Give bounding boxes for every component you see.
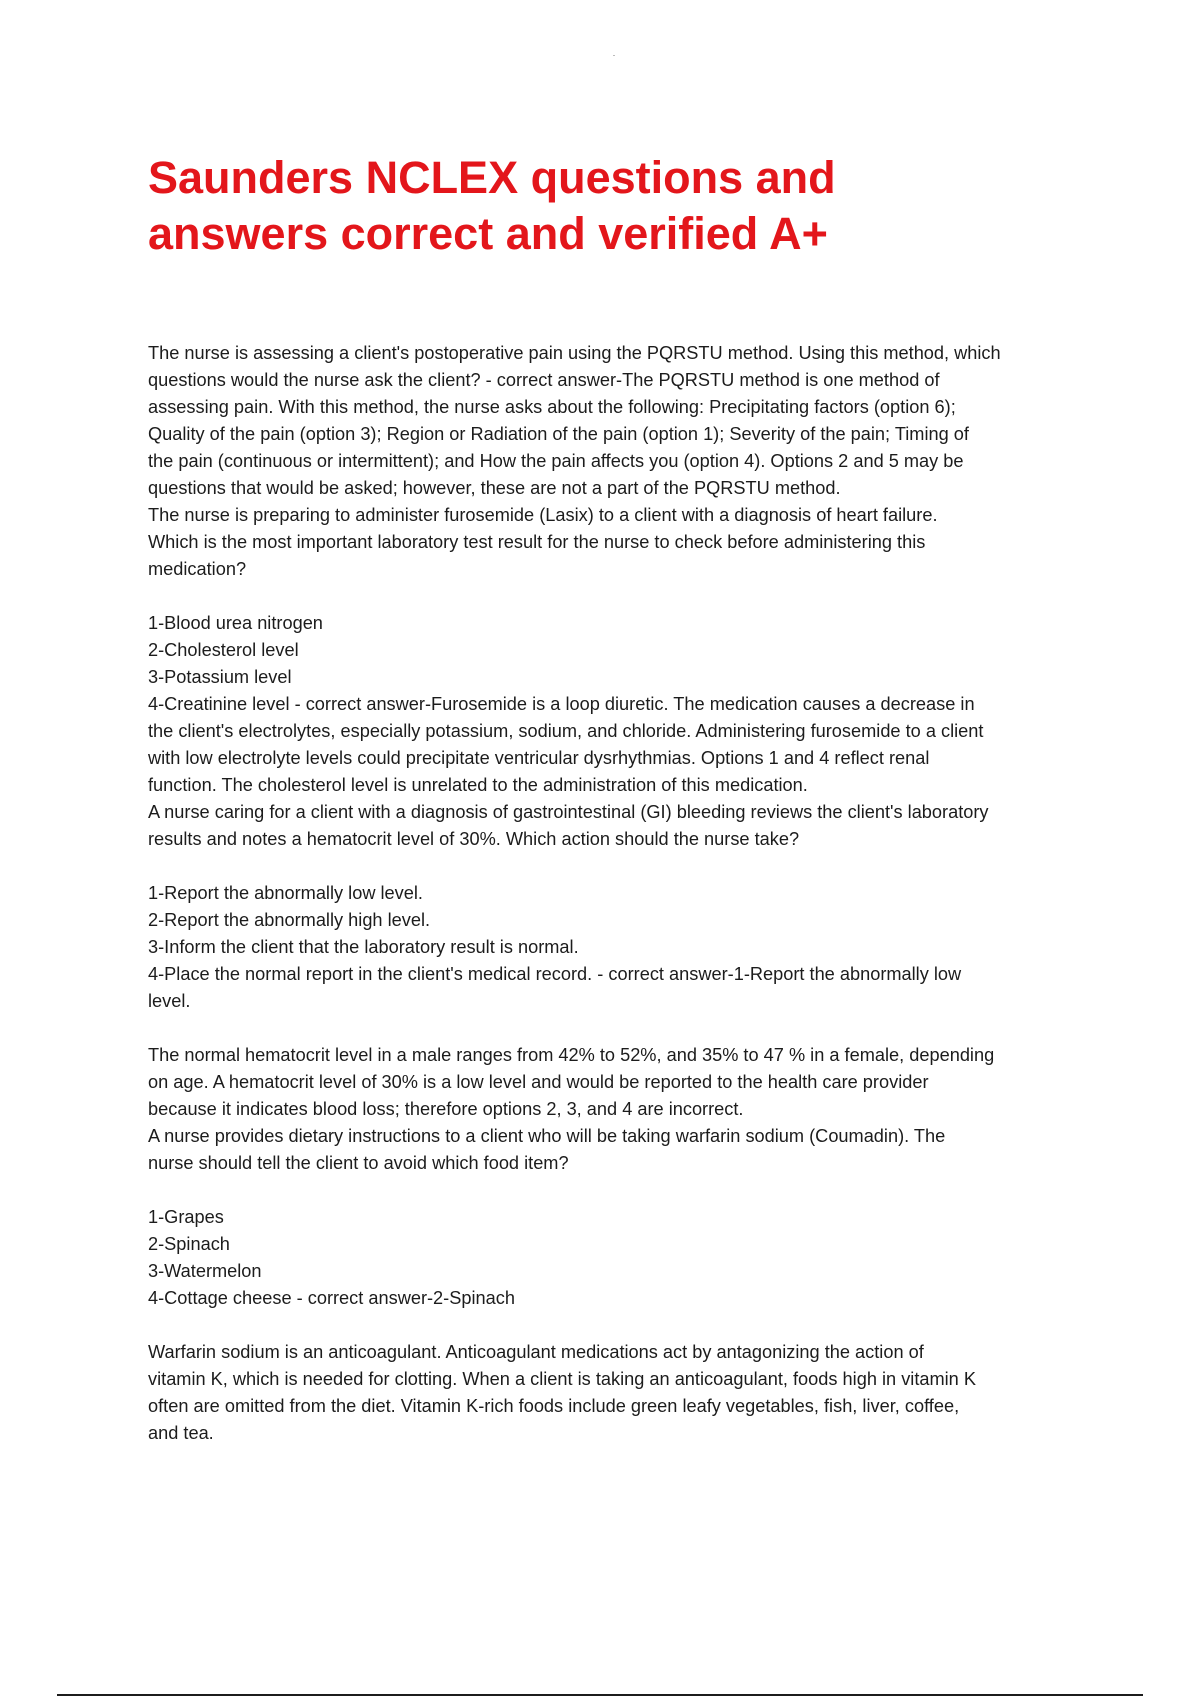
title-line-2: answers correct and verified A+: [148, 208, 828, 259]
q2-option-2: 2-Cholesterol level: [148, 640, 299, 660]
q2-option-4-line-1: 4-Creatinine level - correct answer-Furosemide is a loop diuretic. The medication causes a decrease in: [148, 694, 975, 714]
q2-option-4-line-2: the client's electrolytes, especially potassium, sodium, and chloride. Administering furosemide to a client: [148, 721, 984, 741]
q3-explanation-line-1: The normal hematocrit level in a male ranges from 42% to 52%, and 35% to 47 % in a female, depending: [148, 1045, 995, 1065]
q2-option-1: 1-Blood urea nitrogen: [148, 613, 323, 633]
q3-line-1: A nurse caring for a client with a diagnosis of gastrointestinal (GI) bleeding reviews the client's laboratory: [148, 802, 989, 822]
q4-line-1: A nurse provides dietary instructions to a client who will be taking warfarin sodium (Coumadin). The: [148, 1126, 946, 1146]
page-bottom-rule: [57, 1694, 1143, 1696]
q3-option-4-line-2: level.: [148, 991, 191, 1011]
q4-explanation-line-3: often are omitted from the diet. Vitamin K-rich foods include green leafy vegetables, fish, liver, coffee,: [148, 1396, 960, 1416]
spacer: [148, 1312, 1088, 1339]
title-line-1: Saunders NCLEX questions and: [148, 152, 836, 203]
q3-option-1: 1-Report the abnormally low level.: [148, 883, 423, 903]
spacer: [148, 1177, 1088, 1204]
q1-line-4: Quality of the pain (option 3); Region or Radiation of the pain (option 1); Severity of the pain; Timing of: [148, 424, 969, 444]
q2-line-1: The nurse is preparing to administer furosemide (Lasix) to a client with a diagnosis of heart failure.: [148, 505, 938, 525]
q4-explanation-line-4: and tea.: [148, 1423, 214, 1443]
q2-option-4-line-4: function. The cholesterol level is unrelated to the administration of this medication.: [148, 775, 808, 795]
q1-line-3: assessing pain. With this method, the nurse asks about the following: Precipitating factors (option 6);: [148, 397, 956, 417]
spacer: [148, 1015, 1088, 1042]
q3-option-3: 3-Inform the client that the laboratory result is normal.: [148, 937, 579, 957]
spacer: [148, 853, 1088, 880]
q4-option-1: 1-Grapes: [148, 1207, 224, 1227]
q3-option-2: 2-Report the abnormally high level.: [148, 910, 431, 930]
q1-line-5: the pain (continuous or intermittent); and How the pain affects you (option 4). Options 2 and 5 may be: [148, 451, 964, 471]
q4-option-2: 2-Spinach: [148, 1234, 230, 1254]
q1-line-2: questions would the nurse ask the client? - correct answer-The PQRSTU method is one method of: [148, 370, 940, 390]
document-title: [148, 150, 1048, 262]
spacer: [148, 583, 1088, 610]
q1-line-6: questions that would be asked; however, these are not a part of the PQRSTU method.: [148, 478, 841, 498]
q3-explanation-line-2: on age. A hematocrit level of 30% is a low level and would be reported to the health care provider: [148, 1072, 929, 1092]
q1-line-1: The nurse is assessing a client's postoperative pain using the PQRSTU method. Using this method, which: [148, 343, 1001, 363]
q2-option-4-line-3: with low electrolyte levels could precipitate ventricular dysrhythmias. Options 1 and 4 reflect renal: [148, 748, 930, 768]
q4-explanation-line-2: vitamin K, which is needed for clotting. When a client is taking an anticoagulant, foods high in vitamin K: [148, 1369, 976, 1389]
q3-explanation-line-3: because it indicates blood loss; therefore options 2, 3, and 4 are incorrect.: [148, 1099, 744, 1119]
q2-line-3: medication?: [148, 559, 247, 579]
q4-option-4: 4-Cottage cheese - correct answer-2-Spinach: [148, 1288, 515, 1308]
q4-option-3: 3-Watermelon: [148, 1261, 262, 1281]
q2-option-3: 3-Potassium level: [148, 667, 292, 687]
document-body: [148, 340, 1088, 1447]
scan-speck: [613, 55, 615, 56]
q4-explanation-line-1: Warfarin sodium is an anticoagulant. Anticoagulant medications act by antagonizing the action of: [148, 1342, 924, 1362]
q3-line-2: results and notes a hematocrit level of 30%. Which action should the nurse take?: [148, 829, 800, 849]
q2-line-2: Which is the most important laboratory test result for the nurse to check before administering this: [148, 532, 926, 552]
q3-option-4-line-1: 4-Place the normal report in the client's medical record. - correct answer-1-Report the abnormally low: [148, 964, 962, 984]
q4-line-2: nurse should tell the client to avoid which food item?: [148, 1153, 569, 1173]
